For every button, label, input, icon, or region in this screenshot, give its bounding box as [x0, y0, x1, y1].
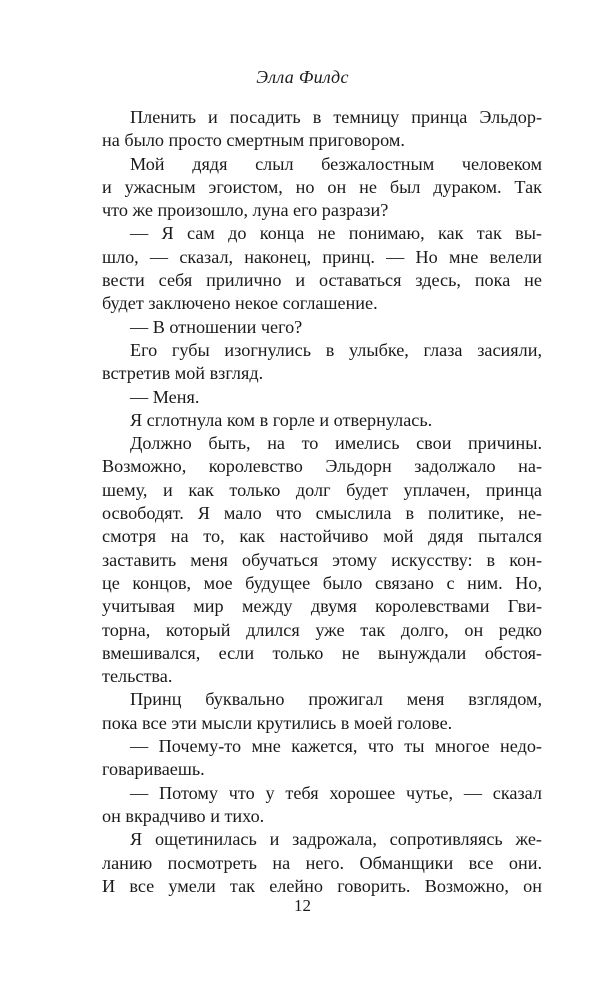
text-line: на было просто смертным приговором. — [102, 130, 405, 151]
text-line: шло, — сказал, наконец, принц. — Но мне велели — [102, 246, 542, 267]
running-head-author: Элла Филдс — [256, 67, 349, 87]
text-line: — Потому что у тебя хорошее чутье, — сказал — [130, 782, 542, 803]
text-line: це концов, мое будущее было связано с ним. Но, — [102, 572, 542, 593]
page-number: 12 — [294, 896, 311, 915]
text-line: что же произошло, луна его разрази? — [102, 200, 389, 221]
text-line: Возможно, королевство Эльдорн задолжало на- — [102, 456, 542, 477]
text-line: смотря на то, как настойчиво мой дядя пытался — [102, 526, 542, 547]
text-line: Мой дядя слыл безжалостным человеком — [130, 153, 542, 174]
text-line: Я сглотнула ком в горле и отвернулась. — [130, 409, 433, 430]
body-text — [102, 106, 542, 898]
text-line: говариваешь. — [102, 759, 205, 780]
text-line: освободят. Я мало что смыслила в политике, не- — [102, 503, 542, 524]
text-line: И все умели так елейно говорить. Возможно, он — [102, 875, 542, 896]
text-line: — Почему-то мне кажется, что ты многое недо- — [130, 736, 542, 757]
text-line: встретив мой взгляд. — [102, 363, 264, 384]
text-line: — Меня. — [130, 386, 200, 407]
text-line: — Я сам до конца не понимаю, как так вы- — [130, 223, 542, 244]
text-line: заставить меня обучаться этому искусству: в кон- — [102, 549, 542, 570]
text-line: он вкрадчиво и тихо. — [102, 805, 265, 826]
text-line: пока все эти мысли крутились в моей голове. — [102, 712, 453, 733]
text-line: Я ощетинилась и задрожала, сопротивляясь же- — [130, 829, 542, 850]
text-line: Должно быть, на то имелись свои причины. — [130, 433, 542, 454]
text-line: и ужасным эгоистом, но он не был дураком. Так — [102, 176, 542, 197]
text-line: тельства. — [102, 666, 173, 687]
text-line: шему, и как только долг будет уплачен, принца — [102, 479, 542, 500]
text-line: вмешивался, если только не вынуждали обстоя- — [102, 642, 542, 663]
text-line: будет заключено некое соглашение. — [102, 293, 378, 314]
text-line: вести себя прилично и оставаться здесь, пока не — [102, 270, 542, 291]
text-line: — В отношении чего? — [130, 316, 303, 337]
text-line: учитывая мир между двумя королевствами Гви- — [102, 596, 542, 617]
text-line: Принц буквально прожигал меня взглядом, — [130, 689, 542, 710]
text-line: Его губы изогнулись в улыбке, глаза засияли, — [130, 339, 542, 360]
text-line: торна, который длился уже так долго, он редко — [102, 619, 542, 640]
text-line: Пленить и посадить в темницу принца Эльдор- — [130, 107, 542, 127]
text-line: ланию посмотреть на него. Обманщики все они. — [102, 852, 542, 873]
